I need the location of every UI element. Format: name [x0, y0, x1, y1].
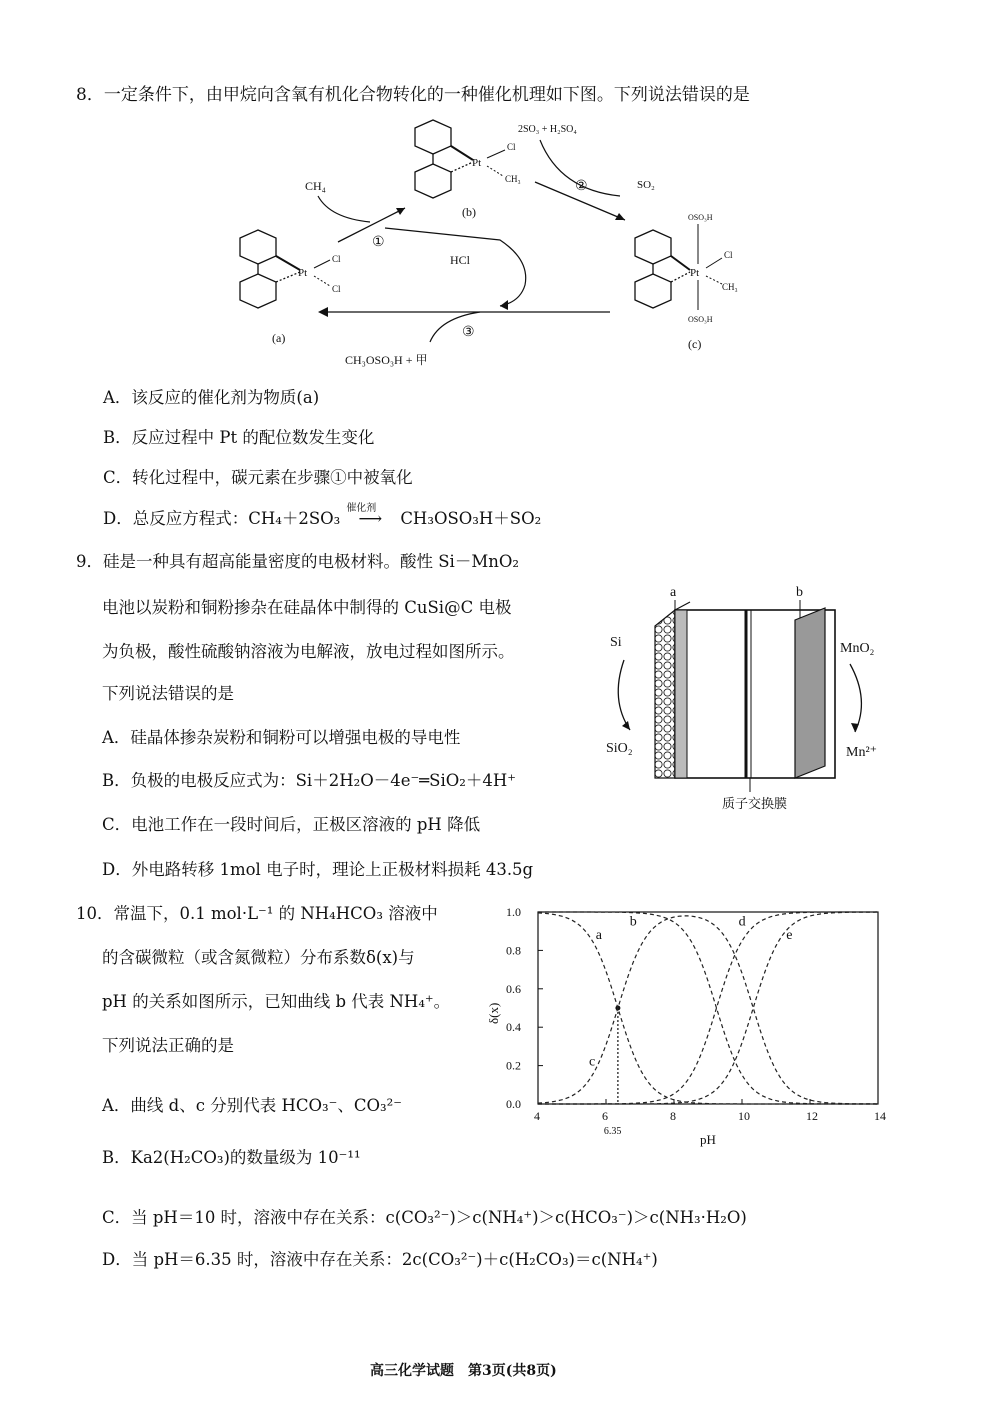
svg-text:Pt: Pt — [472, 157, 482, 169]
y-axis-label: δ(x) — [486, 1002, 501, 1024]
y-tick-label: 0.6 — [506, 981, 521, 996]
q10-option-a: A．曲线 d、c 分别代表 HCO₃⁻、CO₃²⁻ — [102, 1096, 402, 1115]
x-tick-label: 8 — [670, 1109, 676, 1123]
q9-option-a: A．硅晶体掺杂炭粉和铜粉可以增强电极的导电性 — [102, 728, 461, 747]
curve-d — [538, 912, 878, 1104]
x-tick-label: 6 — [602, 1109, 608, 1123]
battery-diagram — [600, 580, 890, 820]
svg-text:OSO₃H: OSO₃H — [688, 315, 713, 324]
curve-label-d: d — [738, 914, 746, 930]
curve-label-b: b — [629, 914, 637, 930]
q8-stem: 8．一定条件下，由甲烷向含氧有机化合物转化的一种催化机理如下图。下列说法错误的是 — [76, 85, 750, 105]
label-a: (a) — [272, 331, 286, 345]
q10-line-4: 下列说法正确的是 — [102, 1036, 234, 1055]
page-footer: 高三化学试题 第3页(共8页) — [370, 1363, 557, 1379]
x-tick-label: 14 — [874, 1109, 886, 1123]
label-b: (b) — [462, 205, 476, 219]
reagent-2: 2SO₃ + H₂SO₄ — [518, 124, 577, 135]
so2-label: SO₂ — [637, 179, 655, 191]
y-tick-label: 0.8 — [506, 943, 521, 958]
svg-text:Cl: Cl — [507, 142, 516, 152]
q8-option-d: D．总反应方程式：CH₄＋2SO₃ 催化剂 ⟶ CH₃OSO₃H＋SO₂ — [103, 503, 542, 528]
step-1: ① — [372, 235, 385, 250]
distribution-chart — [480, 892, 900, 1162]
label-c: (c) — [688, 337, 702, 351]
svg-text:Cl: Cl — [332, 254, 341, 264]
curve-label-e: e — [786, 927, 793, 943]
q8-option-a: A．该反应的催化剂为物质(a) — [103, 388, 320, 407]
x-tick-label: 12 — [806, 1109, 818, 1123]
q10-option-d: D．当 pH＝6.35 时，溶液中存在关系：2c(CO₃²⁻)＋c(H₂CO₃)＝c(NH₄⁺) — [102, 1250, 658, 1269]
x-axis-label: pH — [700, 1132, 716, 1147]
q10-line-3: pH 的关系如图所示，已知曲线 b 代表 NH₄⁺。 — [102, 992, 451, 1011]
electrode-b-label: b — [796, 585, 803, 600]
x-tick-label: 10 — [738, 1109, 750, 1123]
hcl-label: HCl — [450, 253, 471, 267]
electrode-a-label: a — [670, 585, 677, 600]
q10-option-b: B．Ka2(H₂CO₃)的数量级为 10⁻¹¹ — [102, 1148, 361, 1167]
membrane-label: 质子交换膜 — [722, 796, 788, 811]
step-3: ③ — [462, 325, 475, 340]
curve-label-c: c — [589, 1054, 596, 1070]
q9-option-c: C．电池工作在一段时间后，正极区溶液的 pH 降低 — [102, 815, 481, 834]
product-3: CH₃OSO₃H + 甲 — [345, 353, 428, 367]
q10-line-2: 的含碳微粒（或含氮微粒）分布系数δ(x)与 — [102, 948, 415, 967]
annotation-6-35: 6.35 — [603, 1126, 622, 1137]
q9-option-b: B．负极的电极反应式为：Si＋2H₂O－4e⁻═SiO₂＋4H⁺ — [102, 771, 516, 790]
ch4-label: CH₄ — [305, 179, 326, 193]
mno2-label: MnO₂ — [840, 641, 875, 656]
q9-line-4: 下列说法错误的是 — [102, 684, 234, 703]
si-label: Si — [610, 635, 622, 650]
svg-text:CH₃: CH₃ — [505, 174, 521, 184]
sio2-label: SiO₂ — [606, 741, 633, 756]
curve-b — [538, 912, 878, 1104]
q10-line-1: 10．常温下，0.1 mol·L⁻¹ 的 NH₄HCO₃ 溶液中 — [76, 904, 438, 923]
svg-text:Cl: Cl — [332, 284, 341, 294]
q9-option-d: D．外电路转移 1mol 电子时，理论上正极材料损耗 43.5g — [102, 860, 534, 879]
y-tick-label: 0.2 — [506, 1058, 521, 1073]
y-tick-label: 0.0 — [506, 1097, 521, 1111]
svg-text:Pt: Pt — [298, 267, 308, 279]
step-2: ② — [575, 179, 588, 194]
x-tick-label: 4 — [534, 1109, 540, 1123]
q9-line-2: 电池以炭粉和铜粉掺杂在硅晶体中制得的 CuSi@C 电极 — [102, 598, 512, 617]
q10-option-c: C．当 pH＝10 时，溶液中存在关系：c(CO₃²⁻)＞c(NH₄⁺)＞c(HCO₃⁻)＞c(NH₃·H₂O) — [102, 1208, 747, 1227]
chart-frame — [538, 912, 878, 1104]
q8-option-c: C．转化过程中，碳元素在步骤①中被氧化 — [103, 468, 413, 487]
structure-a — [240, 230, 341, 308]
svg-text:CH₃: CH₃ — [722, 282, 738, 292]
q8-option-b: B．反应过程中 Pt 的配位数发生变化 — [103, 428, 375, 447]
structure-b — [415, 120, 521, 198]
curve-c — [538, 916, 878, 1104]
q9-line-1: 9．硅是一种具有超高能量密度的电极材料。酸性 Si－MnO₂ — [76, 552, 519, 571]
svg-text:Pt: Pt — [690, 267, 700, 279]
svg-text:OSO₃H: OSO₃H — [688, 213, 713, 222]
svg-text:Cl: Cl — [724, 250, 733, 260]
y-tick-label: 0.4 — [506, 1020, 521, 1035]
y-tick-label: 1.0 — [506, 905, 521, 919]
q9-line-3: 为负极，酸性硫酸钠溶液为电解液，放电过程如图所示。 — [102, 642, 515, 661]
q8-catalytic-cycle-diagram — [200, 110, 760, 380]
curve-label-a: a — [595, 927, 603, 943]
curve-e — [538, 912, 878, 1104]
mn2-label: Mn²⁺ — [846, 745, 878, 760]
curve-a — [538, 913, 878, 1104]
structure-c — [635, 213, 738, 324]
